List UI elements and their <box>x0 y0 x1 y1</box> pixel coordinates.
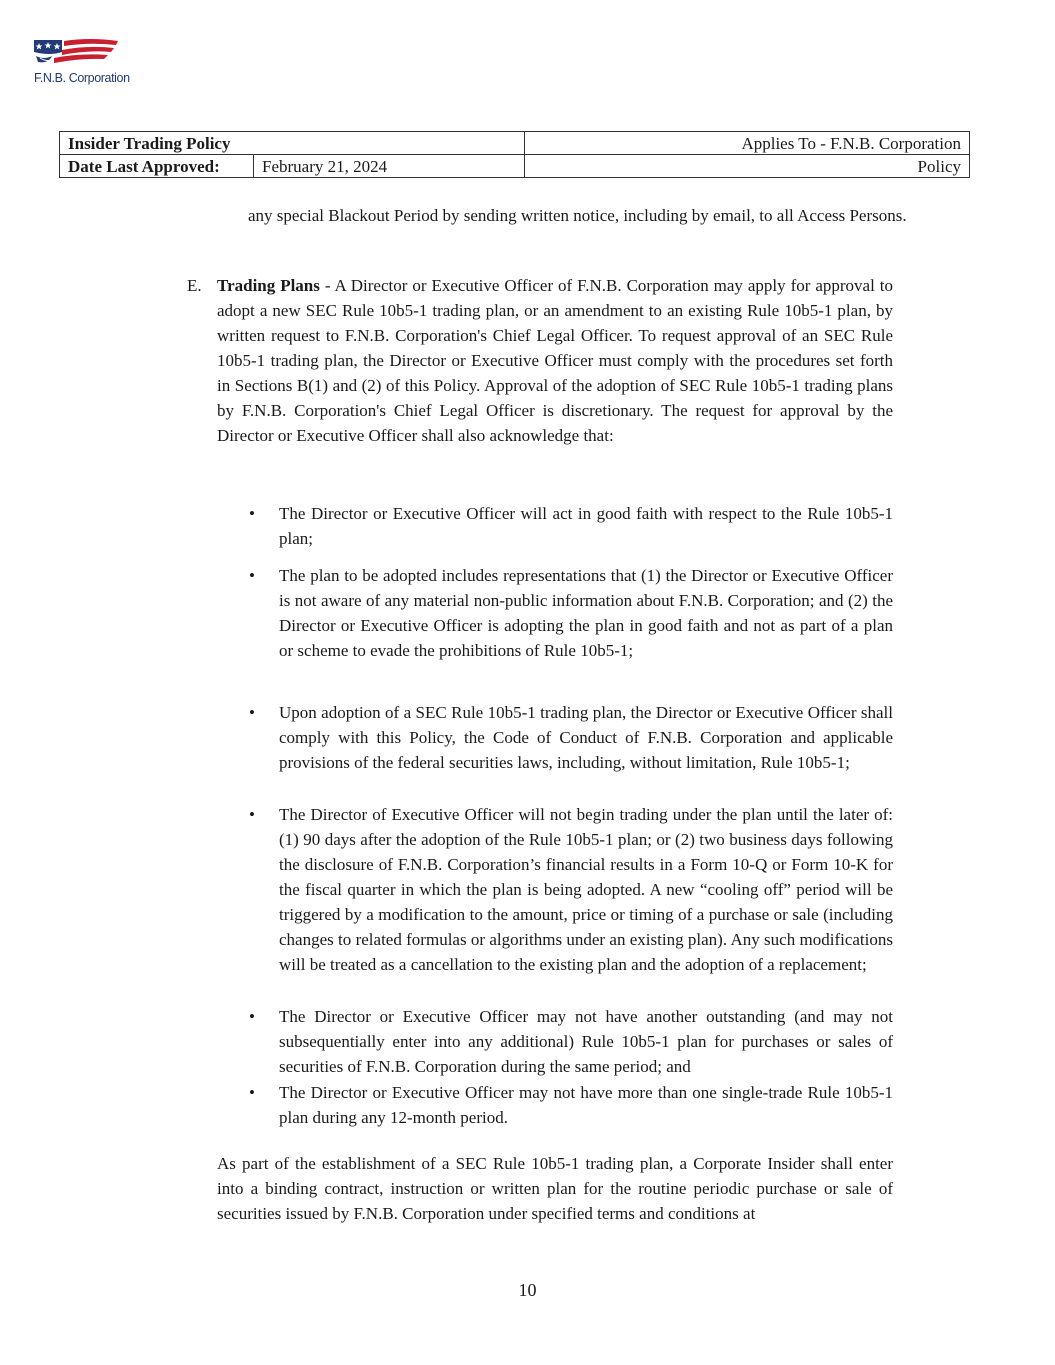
applies-to: Applies To - F.N.B. Corporation <box>525 132 970 155</box>
policy-header-table <box>59 131 970 178</box>
logo-wordmark: F.N.B. Corporation <box>34 71 130 85</box>
section-e-paragraph <box>217 273 893 448</box>
date-value: February 21, 2024 <box>254 155 525 178</box>
section-e-text: - A Director or Executive Officer of F.N.B. Corporation may apply for approval to adopt a new SEC Rule 10b5-1 trading plan, or an amendment to an existing Rule 10b5-1 plan, by written request to F.N.B. Corporation's Chief Legal Officer. To request approval of an SEC Rule 10b5-1 trading plan, the Director or Executive Officer must comply with the procedures set forth in Sections B(1) and (2) of this Policy. Approval of the adoption of SEC Rule 10b5-1 trading plans by F.N.B. Corporation's Chief Legal Officer is discretionary. The request for approval by the Director or Executive Officer shall also acknowledge that: <box>217 276 893 445</box>
header-row-1 <box>60 132 970 155</box>
fnb-logo <box>32 38 147 90</box>
bullet-icon: • <box>249 504 255 523</box>
list-item: The plan to be adopted includes representations that (1) the Director or Executive Officer is not aware of any material non-public information about F.N.B. Corporation; and (2) the Director or Executive Officer is adopting the plan in good faith and not as part of a plan or scheme to evade the prohibitions of Rule 10b5-1; <box>279 566 893 660</box>
flag-handshake-emblem <box>32 38 122 70</box>
list-item: Upon adoption of a SEC Rule 10b5-1 trading plan, the Director or Executive Officer shall comply with this Policy, the Code of Conduct of F.N.B. Corporation and applicable provisions of the federal securities laws, including, without limitation, Rule 10b5-1; <box>279 703 893 772</box>
policy-title: Insider Trading Policy <box>60 132 525 155</box>
bullet-icon: • <box>249 805 255 824</box>
list-item: The Director or Executive Officer will act in good faith with respect to the Rule 10b5-1 plan; <box>279 504 893 548</box>
list-item: The Director or Executive Officer may not have another outstanding (and may not subsequentially enter into any additional) Rule 10b5-1 plan for purchases or sales of securities of F.N.B. Corporation during the same period; and <box>279 1007 893 1076</box>
continuation-paragraph: any special Blackout Period by sending written notice, including by email, to all Access Persons. <box>248 206 907 225</box>
bullet-icon: • <box>249 1007 255 1026</box>
section-letter: E. <box>187 276 202 295</box>
list-item: The Director of Executive Officer will not begin trading under the plan until the later of: (1) 90 days after the adoption of the Rule 10b5-1 plan; or (2) two business days following the disclosure of F.N.B. Corporation’s financial results in a Form 10-Q or Form 10-K for the fiscal quarter in which the plan is being adopted. A new “cooling off” period will be triggered by a modification to the amount, price or timing of a purchase or sale (including changes to related formulas or algorithms under an existing plan). Any such modifications will be treated as a cancellation to the existing plan and the adoption of a replacement; <box>279 805 893 974</box>
bullet-icon: • <box>249 1083 255 1102</box>
policy-type: Policy <box>525 155 970 178</box>
bullet-icon: • <box>249 703 255 722</box>
bullet-icon: • <box>249 566 255 585</box>
closing-paragraph: As part of the establishment of a SEC Rule 10b5-1 trading plan, a Corporate Insider shall enter into a binding contract, instruction or written plan for the routine periodic purchase or sale of securities issued by F.N.B. Corporation under specified terms and conditions at <box>217 1154 893 1223</box>
section-e-heading: Trading Plans <box>217 276 320 295</box>
header-row-2 <box>60 155 970 178</box>
page-number: 10 <box>518 1280 537 1300</box>
list-item: The Director or Executive Officer may not have more than one single-trade Rule 10b5-1 plan during any 12-month period. <box>279 1083 893 1127</box>
date-label: Date Last Approved: <box>60 155 254 178</box>
